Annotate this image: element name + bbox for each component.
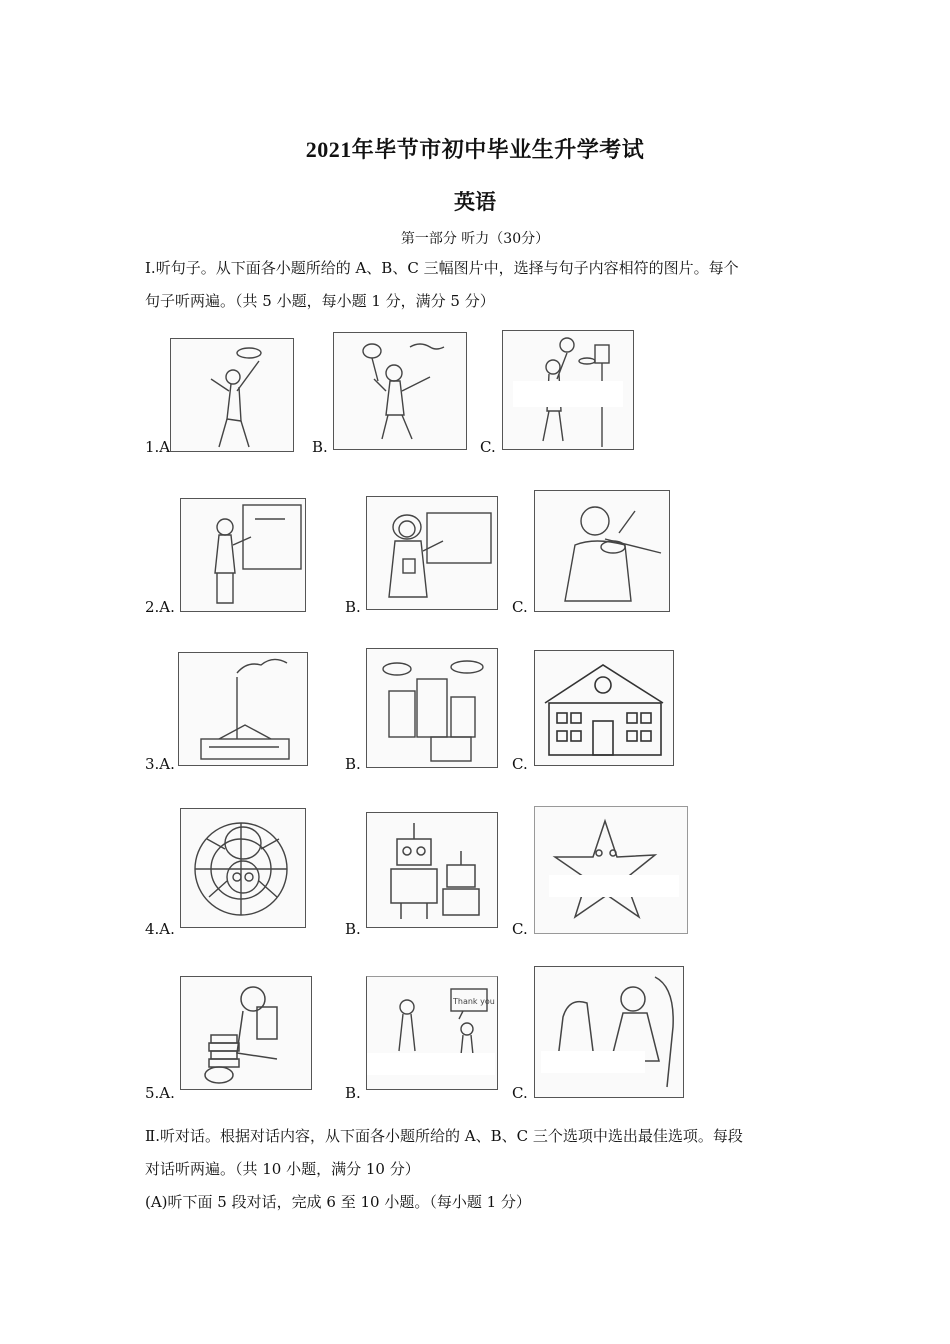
factory-icon <box>179 653 307 765</box>
section2-instructions <box>145 1120 815 1219</box>
starfish-icon <box>535 807 687 933</box>
two-people-talking-icon <box>367 977 497 1089</box>
city-buildings-icon <box>367 649 497 767</box>
q2-label-c: C. <box>512 598 528 616</box>
q3-label-b: B. <box>345 755 361 773</box>
q4-label-b: B. <box>345 920 361 938</box>
q2-label-b: B. <box>345 598 361 616</box>
volleyball-player-icon <box>171 339 293 451</box>
q4-picture-b <box>366 812 498 928</box>
basketball-player-icon <box>503 331 633 449</box>
subject-heading: 英语 <box>454 189 496 214</box>
q3-label-a: 3.A. <box>145 755 175 773</box>
part-heading: 第一部分 听力（30分） <box>400 231 550 247</box>
q4-label-c: C. <box>512 920 528 938</box>
section2-line1: Ⅱ.听对话。根据对话内容，从下面各小题所给的 A、B、C 三个选项中选出最佳选项。每段 <box>145 1127 743 1145</box>
q5-label-c: C. <box>512 1084 528 1102</box>
q4-picture-c <box>534 806 688 934</box>
q3-label-c: C. <box>512 755 528 773</box>
boy-reading-books-icon <box>181 977 311 1089</box>
section1-instructions <box>145 252 815 318</box>
q1-label-a: 1.A <box>145 438 171 456</box>
q1-label-c: C. <box>480 438 496 456</box>
q5-picture-a <box>180 976 312 1090</box>
section2-sub-a: (A)听下面 5 段对话，完成 6 至 10 小题。（每小题 1 分） <box>145 1193 531 1211</box>
q5-picture-c <box>534 966 684 1098</box>
exam-title: 2021年毕节市初中毕业生升学考试 <box>305 137 645 162</box>
q3-picture-c <box>534 650 674 766</box>
section2-line2: 对话听两遍。（共 10 小题，满分 10 分） <box>145 1160 420 1178</box>
man-on-airplane-icon <box>535 967 683 1097</box>
q1-picture-c <box>502 330 634 450</box>
q4-label-a: 4.A. <box>145 920 175 938</box>
q2-picture-b <box>366 496 498 610</box>
violin-player-icon <box>535 491 669 611</box>
q1-picture-b <box>333 332 467 450</box>
q5-picture-b-sign-text: Thank you <box>453 997 495 1006</box>
q5-label-a: 5.A. <box>145 1084 175 1102</box>
q4-picture-a <box>180 808 306 928</box>
teacher-at-board-icon <box>181 499 305 611</box>
woman-presenting-icon <box>367 497 497 609</box>
q1-picture-a <box>170 338 294 452</box>
school-building-icon <box>535 651 673 765</box>
badminton-player-icon <box>334 333 466 449</box>
two-robots-icon <box>367 813 497 927</box>
q3-picture-b <box>366 648 498 768</box>
section1-line1: Ⅰ.听句子。从下面各小题所给的 A、B、C 三幅图片中，选择与句子内容相符的图片。每个 <box>145 259 739 277</box>
q2-label-a: 2.A. <box>145 598 175 616</box>
q3-picture-a <box>178 652 308 766</box>
spider-on-web-icon <box>181 809 305 927</box>
section1-line2: 句子听两遍。（共 5 小题，每小题 1 分，满分 5 分） <box>145 292 495 310</box>
q2-picture-a <box>180 498 306 612</box>
q2-picture-c <box>534 490 670 612</box>
q5-label-b: B. <box>345 1084 361 1102</box>
q1-label-b: B. <box>312 438 328 456</box>
q5-picture-b <box>366 976 498 1090</box>
